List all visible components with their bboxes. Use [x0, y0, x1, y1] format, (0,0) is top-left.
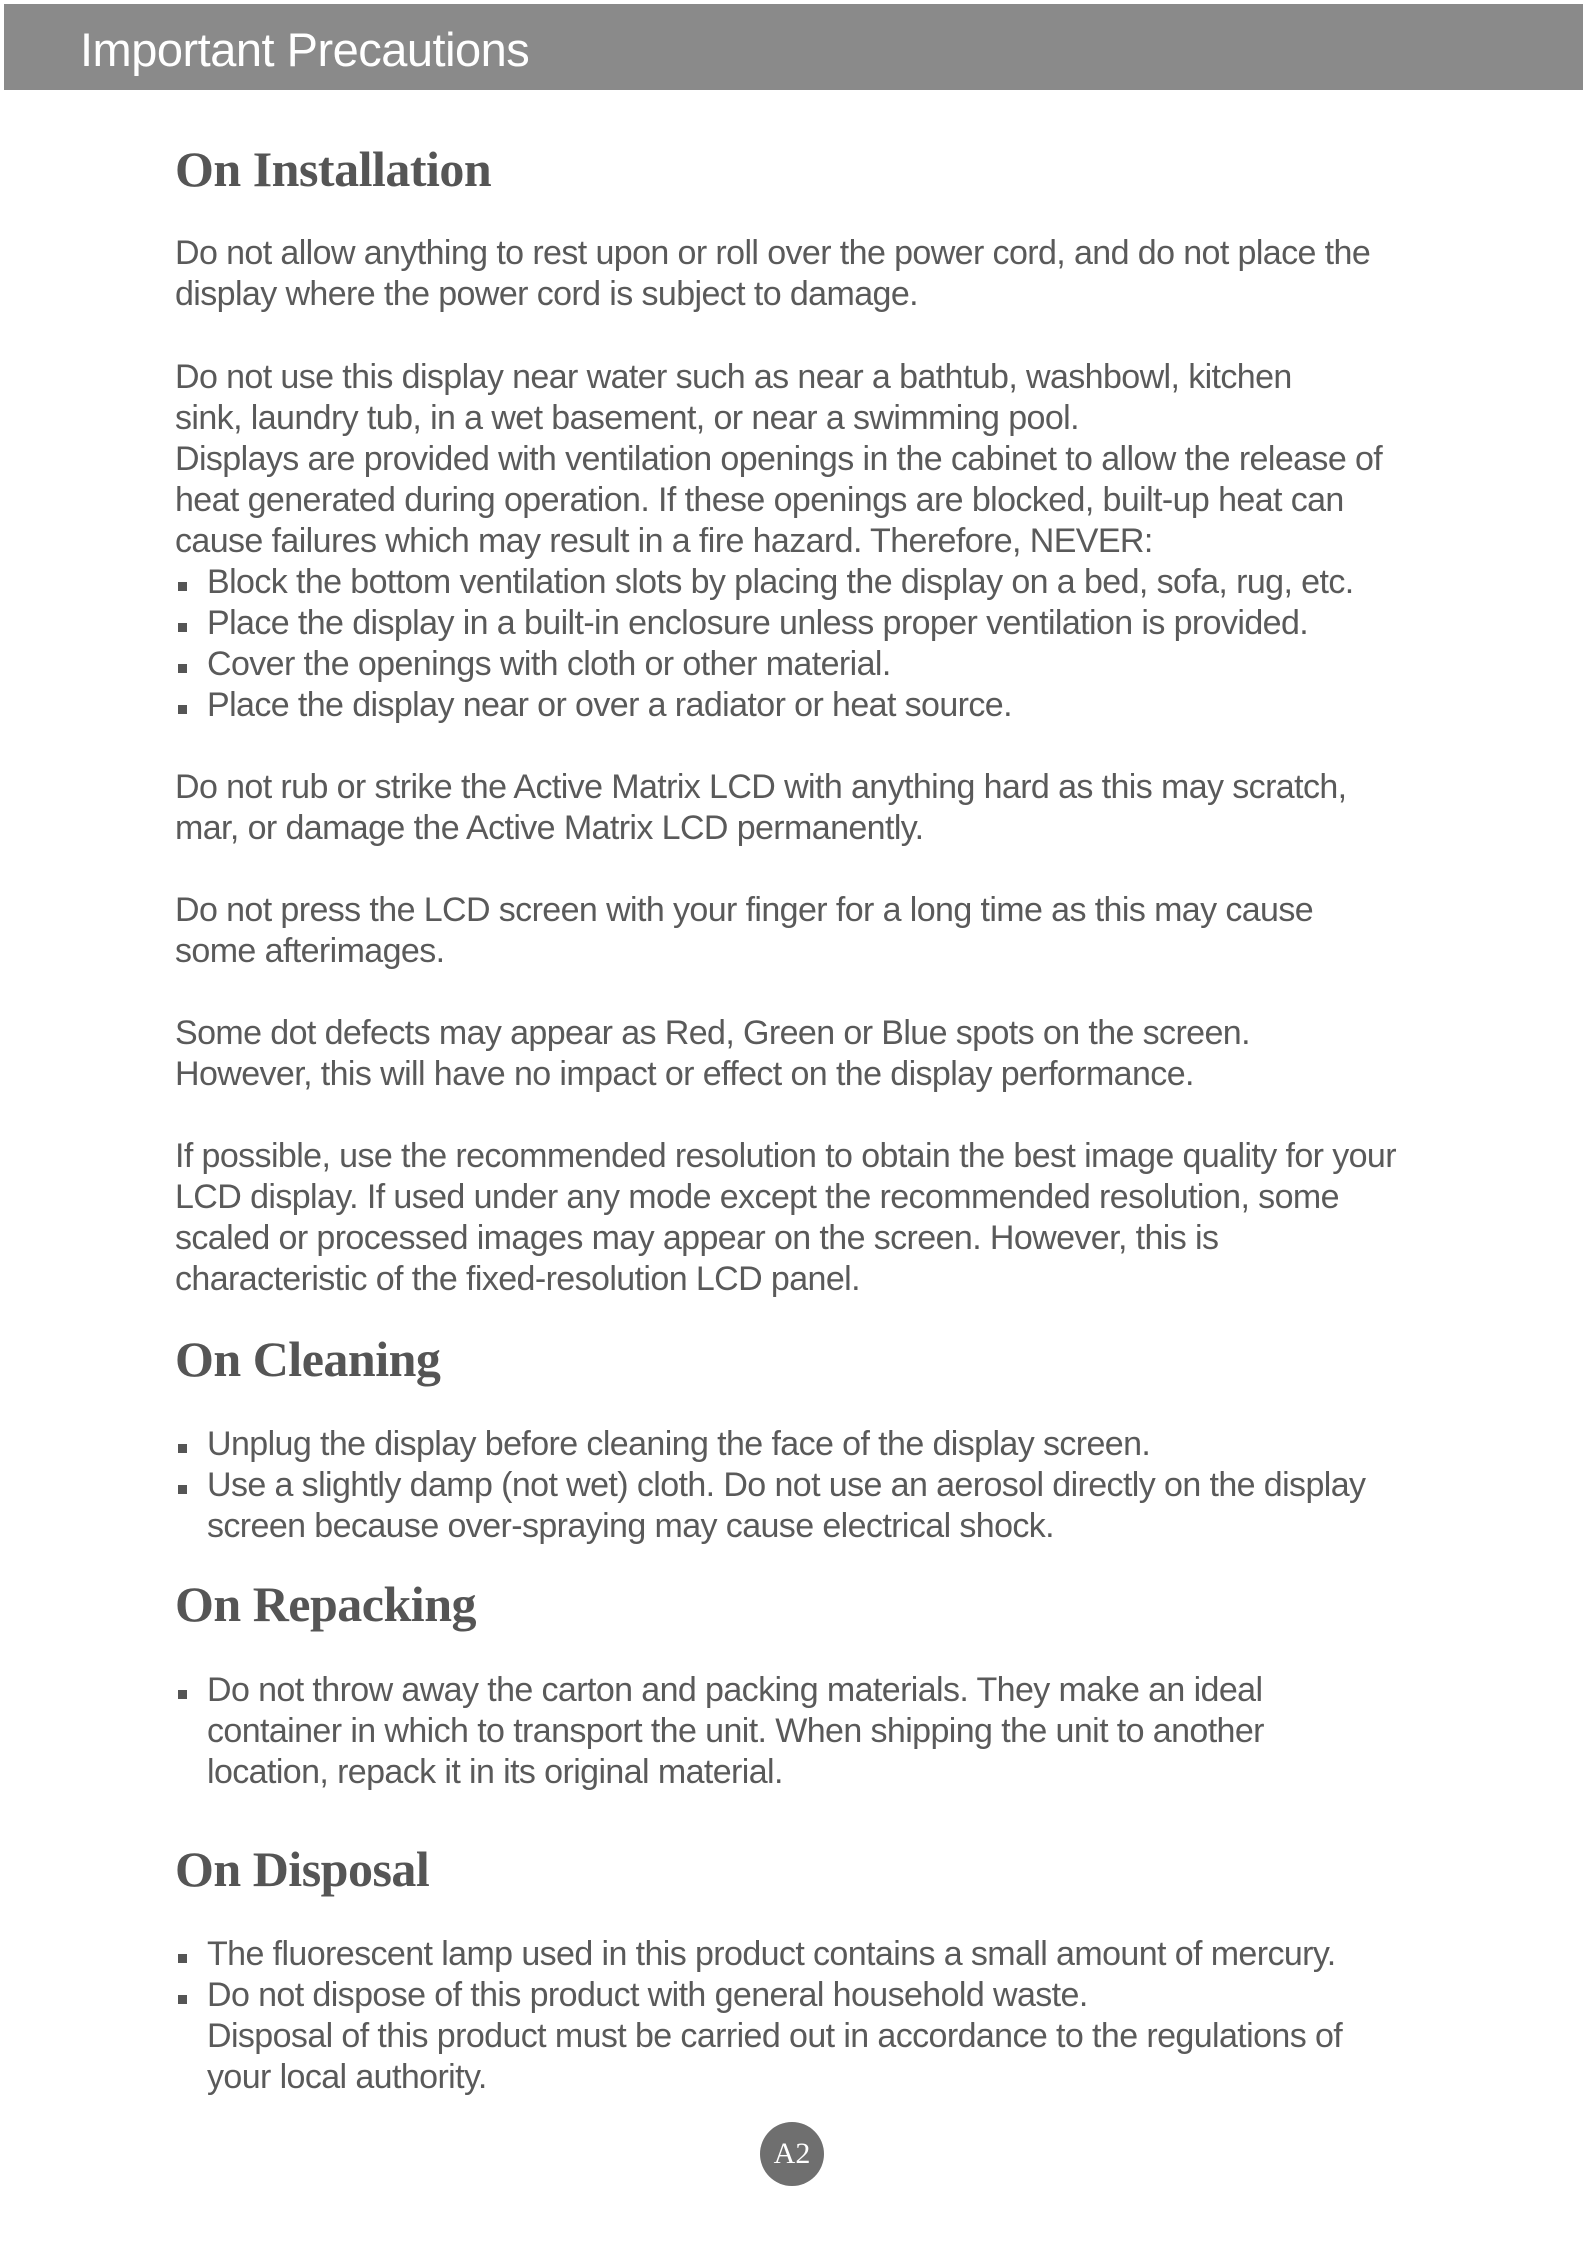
bullet-square-icon	[178, 705, 187, 714]
section-heading-cleaning: On Cleaning	[175, 1331, 441, 1387]
installation-paragraph-4: Do not press the LCD screen with your finger for a long time as this may cause some afterimages.	[175, 891, 1314, 970]
section-heading-repacking: On Repacking	[175, 1576, 477, 1632]
bullet-square-icon	[178, 1444, 187, 1453]
list-item: Do not dispose of this product with general household waste.	[175, 1975, 1415, 2016]
installation-paragraph-2: Do not use this display near water such as near a bathtub, washbowl, kitchen sink, laundry tub, in a wet basement, or near a swimming pool. Displays are provided with ventilation openings in the cabinet to allow the release of heat generated during operation. If these openings are blocked, built-up heat can cause failures which may result in a fire hazard. Therefore, NEVER: Block the bottom ventilation slots by placing the display on a bed, sofa, rug, etc. Place the display in a built-in enclosure unless proper ventilation is provided. Cover the openings with cloth or other material. Place the display near or over a radiator or heat source.	[175, 357, 1405, 726]
list-item: Do not throw away the carton and packing materials. They make an ideal container in which to transport the unit. When shipping the unit to another location, repack it in its original material.	[175, 1670, 1325, 1793]
list-item: Place the display in a built-in enclosure unless proper ventilation is provided.	[175, 603, 1405, 644]
bullet-square-icon	[178, 1485, 187, 1494]
cleaning-list	[175, 1424, 1415, 1547]
section-heading-disposal: On Disposal	[175, 1841, 430, 1897]
installation-paragraph-1: Do not allow anything to rest upon or roll over the power cord, and do not place the display where the power cord is subject to damage.	[175, 234, 1371, 313]
installation-paragraph-3: Do not rub or strike the Active Matrix LCD with anything hard as this may scratch, mar, or damage the Active Matrix LCD permanently.	[175, 768, 1347, 847]
repacking-list	[175, 1670, 1325, 1793]
page-number-badge: A2	[760, 2122, 824, 2186]
bullet-square-icon	[178, 582, 187, 591]
disposal-continuation: Disposal of this product must be carried out in accordance to the regulations of your local authority.	[207, 2017, 1343, 2096]
list-item: Block the bottom ventilation slots by placing the display on a bed, sofa, rug, etc.	[175, 562, 1405, 603]
bullet-square-icon	[178, 1954, 187, 1963]
bullet-square-icon	[178, 1690, 187, 1699]
bullet-square-icon	[178, 623, 187, 632]
page-title: Important Precautions	[80, 23, 530, 76]
disposal-list	[175, 1934, 1415, 2098]
installation-paragraph-5: Some dot defects may appear as Red, Green or Blue spots on the screen. However, this will have no impact or effect on the display performance.	[175, 1014, 1250, 1093]
section-heading-installation: On Installation	[175, 141, 492, 197]
list-item: Place the display near or over a radiator or heat source.	[175, 685, 1405, 726]
bullet-square-icon	[178, 664, 187, 673]
list-item: Unplug the display before cleaning the face of the display screen.	[175, 1424, 1415, 1465]
bullet-square-icon	[178, 1995, 187, 2004]
installation-paragraph-6: If possible, use the recommended resolution to obtain the best image quality for your LCD display. If used under any mode except the recommended resolution, some scaled or processed images may appear on the screen. However, this is characteristic of the fixed-resolution LCD panel.	[175, 1137, 1396, 1298]
list-item: The fluorescent lamp used in this product contains a small amount of mercury.	[175, 1934, 1415, 1975]
header-bar	[4, 4, 1583, 90]
list-item: Cover the openings with cloth or other material.	[175, 644, 1405, 685]
list-item: Use a slightly damp (not wet) cloth. Do not use an aerosol directly on the display screen because over-spraying may cause electrical shock.	[175, 1465, 1415, 1547]
